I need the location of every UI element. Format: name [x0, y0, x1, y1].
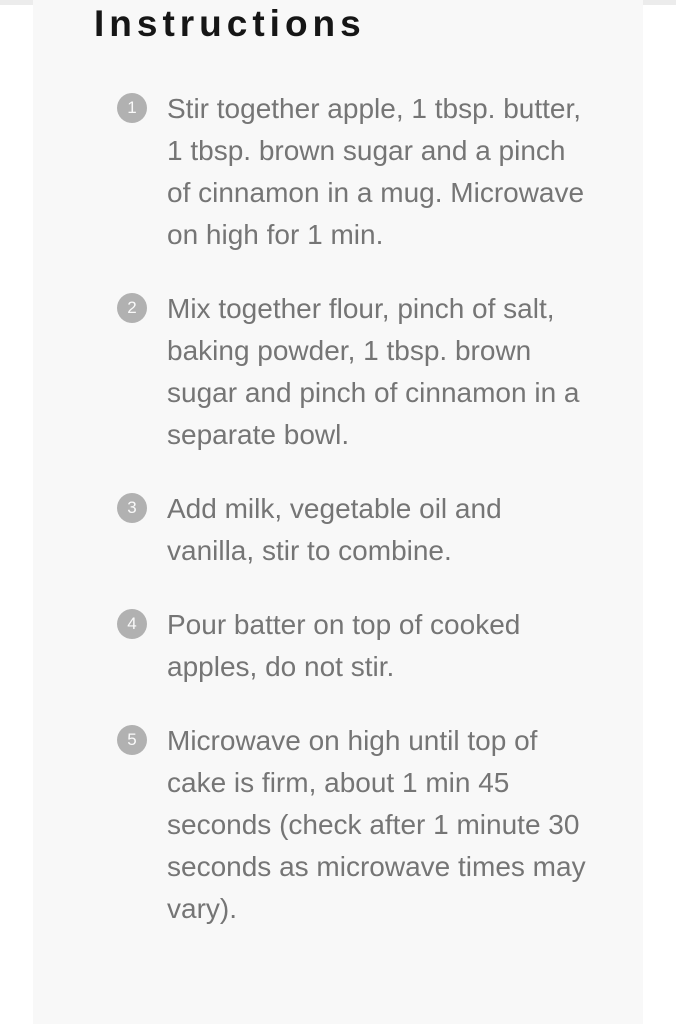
- instruction-step: [117, 88, 623, 256]
- step-number-badge: 3: [117, 493, 147, 523]
- instructions-heading: Instructions: [94, 3, 366, 44]
- instruction-step: [117, 488, 623, 572]
- step-number-badge: 1: [117, 93, 147, 123]
- instruction-step: [117, 288, 623, 456]
- instruction-step: [117, 720, 623, 930]
- step-number-badge: 4: [117, 609, 147, 639]
- step-text: Stir together apple, 1 tbsp. butter, 1 tbsp. brown sugar and a pinch of cinnamon in a mug. Microwave on high for 1 min.: [167, 93, 585, 250]
- step-text: Pour batter on top of cooked apples, do not stir.: [167, 609, 521, 682]
- step-text: Mix together flour, pinch of salt, baking powder, 1 tbsp. brown sugar and pinch of cinnamon in a separate bowl.: [167, 293, 580, 450]
- instructions-card: [33, 0, 643, 1024]
- step-number-badge: 2: [117, 293, 147, 323]
- step-text: Add milk, vegetable oil and vanilla, stir to combine.: [167, 493, 502, 566]
- instruction-step: [117, 604, 623, 688]
- instructions-list: [33, 88, 643, 930]
- step-number-badge: 5: [117, 725, 147, 755]
- step-text: Microwave on high until top of cake is firm, about 1 min 45 seconds (check after 1 minute 30 seconds as microwave times may vary).: [167, 725, 586, 924]
